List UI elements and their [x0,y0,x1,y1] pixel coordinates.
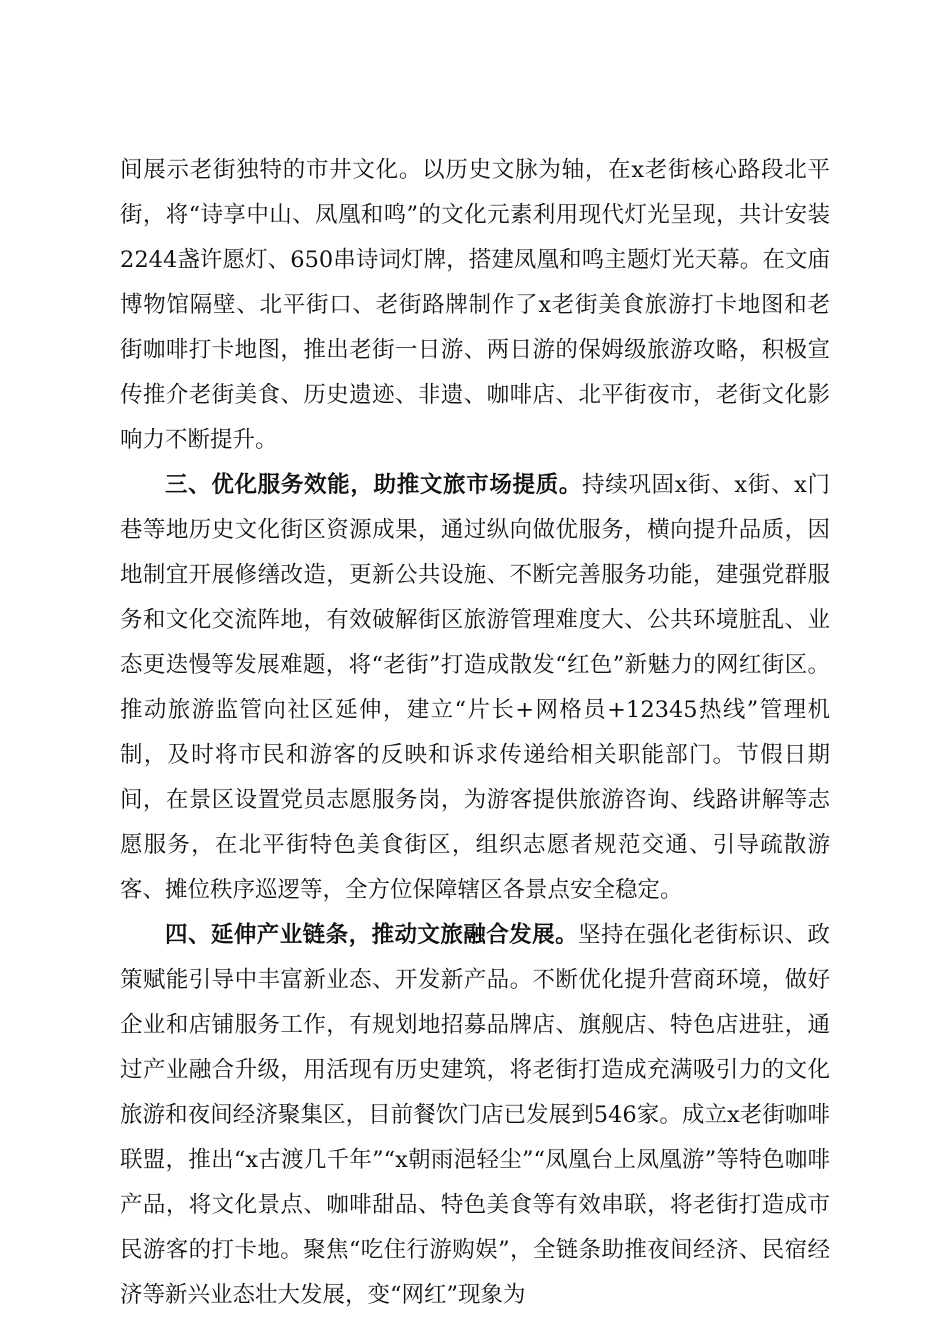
paragraph-continued [120,148,830,463]
section-heading: 三、优化服务效能，助推文旅市场提质。 [165,472,583,498]
document-body [120,148,830,1318]
paragraph-text: 持续巩固x街、x街、x门巷等地历史文化街区资源成果，通过纵向做优服务，横向提升品质，因地制宜开展修缮改造，更新公共设施、不断完善服务功能，建强党群服务和文化交流阵地，有效破解街区旅游管理难度大、公共环境脏乱、业态更迭慢等发展难题，将“老街”打造成散发“红色”新魅力的网红街区。推动旅游监管向社区延伸，建立“片长+网格员+12345热线”管理机制，及时将市民和游客的反映和诉求传递给相关职能部门。节假日期间，在景区设置党员志愿服务岗，为游客提供旅游咨询、线路讲解等志愿服务，在北平街特色美食街区，组织志愿者规范交通、引导疏散游客、摊位秩序巡逻等，全方位保障辖区各景点安全稳定。 [120,472,830,903]
paragraph-section-four [120,913,830,1318]
paragraph-text: 间展示老街独特的市井文化。以历史文脉为轴，在x老街核心路段北平街，将“诗享中山、凤凰和鸣”的文化元素利用现代灯光呈现，共计安装2244盏许愿灯、650串诗词灯牌，搭建凤凰和鸣主题灯光天幕。在文庙博物馆隔壁、北平街口、老街路牌制作了x老街美食旅游打卡地图和老街咖啡打卡地图，推出老街一日游、两日游的保姆级旅游攻略，积极宣传推介老街美食、历史遗迹、非遗、咖啡店、北平街夜市，老街文化影响力不断提升。 [120,157,830,453]
paragraph-section-three [120,463,830,913]
paragraph-text: 坚持在强化老街标识、政策赋能引导中丰富新业态、开发新产品。不断优化提升营商环境，做好企业和店铺服务工作，有规划地招募品牌店、旗舰店、特色店进驻，通过产业融合升级，用活现有历史建筑，将老街打造成充满吸引力的文化旅游和夜间经济聚集区，目前餐饮门店已发展到546家。成立x老街咖啡联盟，推出“x古渡几千年”“x朝雨浥轻尘”“凤凰台上凤凰游”等特色咖啡产品，将文化景点、咖啡甜品、特色美食等有效串联，将老街打造成市民游客的打卡地。聚焦“吃住行游购娱”，全链条助推夜间经济、民宿经济等新兴业态壮大发展，变“网红”现象为 [120,922,830,1308]
section-heading: 四、延伸产业链条，推动文旅融合发展。 [165,922,579,948]
